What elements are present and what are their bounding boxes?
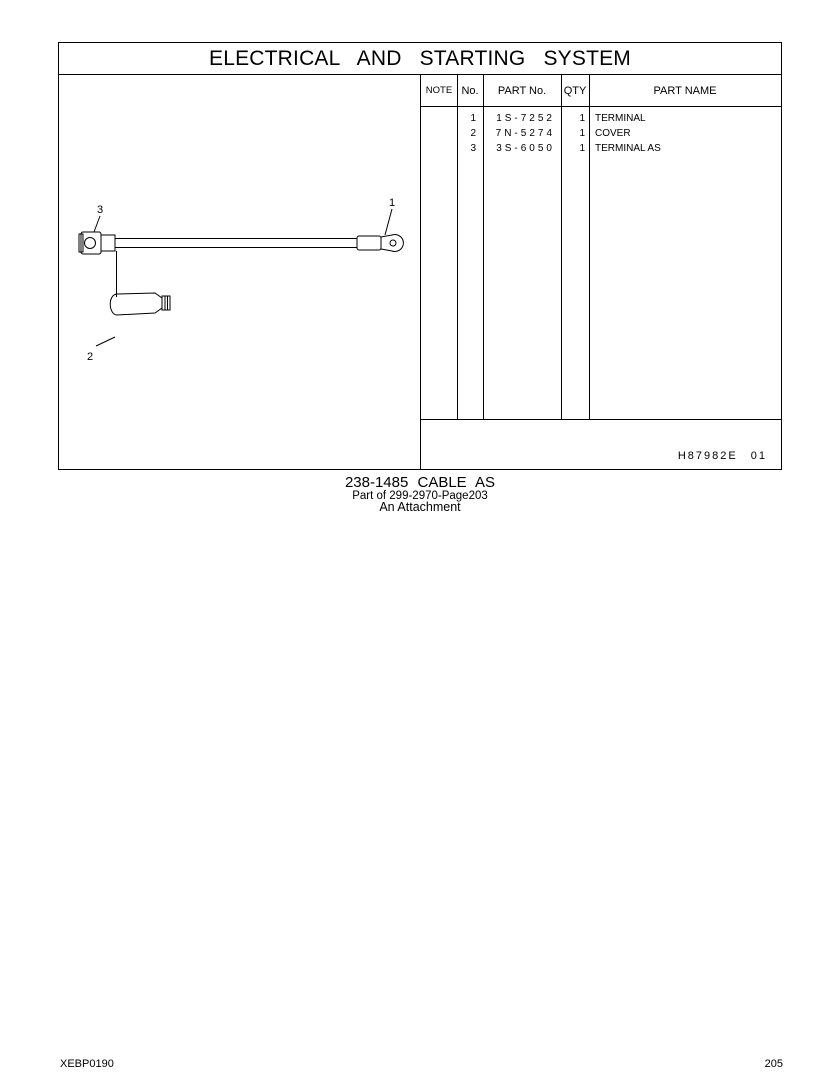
leader-line-1 — [385, 209, 392, 235]
terminal-crimp — [357, 236, 381, 250]
header-no: No. — [461, 85, 479, 97]
row-part-name: TERMINAL AS — [595, 143, 661, 154]
row-no: 3 — [470, 143, 476, 154]
document-code: XEBP0190 — [60, 1058, 114, 1070]
assembly-note: An Attachment — [379, 500, 461, 514]
table-footer-divider — [421, 419, 781, 420]
cover-body — [110, 293, 162, 315]
row-qty: 1 — [579, 128, 585, 139]
row-qty: 1 — [579, 143, 585, 154]
leader-line-2 — [96, 337, 115, 346]
row-part-no: 3S-6050 — [496, 143, 555, 154]
terminal-ring — [381, 235, 403, 252]
cable-drawing — [59, 75, 421, 469]
page-number: 205 — [764, 1058, 783, 1070]
row-qty: 1 — [579, 113, 585, 124]
header-part-no: PART No. — [497, 85, 547, 97]
row-part-no: 7N-5274 — [495, 128, 555, 139]
row-part-name: TERMINAL — [595, 113, 646, 124]
callout-2: 2 — [87, 351, 94, 363]
header-qty: QTY — [563, 85, 587, 97]
assembly-part-of: Part of 299-2970-Page203 — [352, 490, 488, 502]
header-part-name: PART NAME — [653, 85, 717, 97]
illustration-reference-code: H87982E 01 — [677, 450, 767, 462]
header-note: NOTE — [425, 85, 453, 96]
row-no: 1 — [470, 113, 476, 124]
leader-line-3 — [94, 216, 100, 232]
terminal-as-nut — [101, 235, 115, 251]
assembly-caption: 238-1485 CABLE AS — [344, 474, 496, 491]
cable-illustration — [59, 75, 421, 469]
page-title: ELECTRICAL AND STARTING SYSTEM — [59, 43, 781, 75]
table-row — [421, 126, 781, 141]
callout-3: 3 — [97, 204, 104, 216]
row-part-no: 1S-7252 — [496, 113, 555, 124]
callout-1: 1 — [389, 197, 396, 209]
table-row — [421, 111, 781, 126]
header-divider — [421, 106, 781, 107]
terminal-as-hole — [85, 238, 96, 249]
table-row — [421, 141, 781, 156]
parts-list-table — [421, 75, 781, 469]
row-no: 2 — [470, 128, 476, 139]
parts-sheet-frame — [58, 42, 782, 470]
cover-neck — [162, 296, 170, 310]
row-part-name: COVER — [595, 128, 631, 139]
terminal-ring-hole — [390, 240, 396, 246]
